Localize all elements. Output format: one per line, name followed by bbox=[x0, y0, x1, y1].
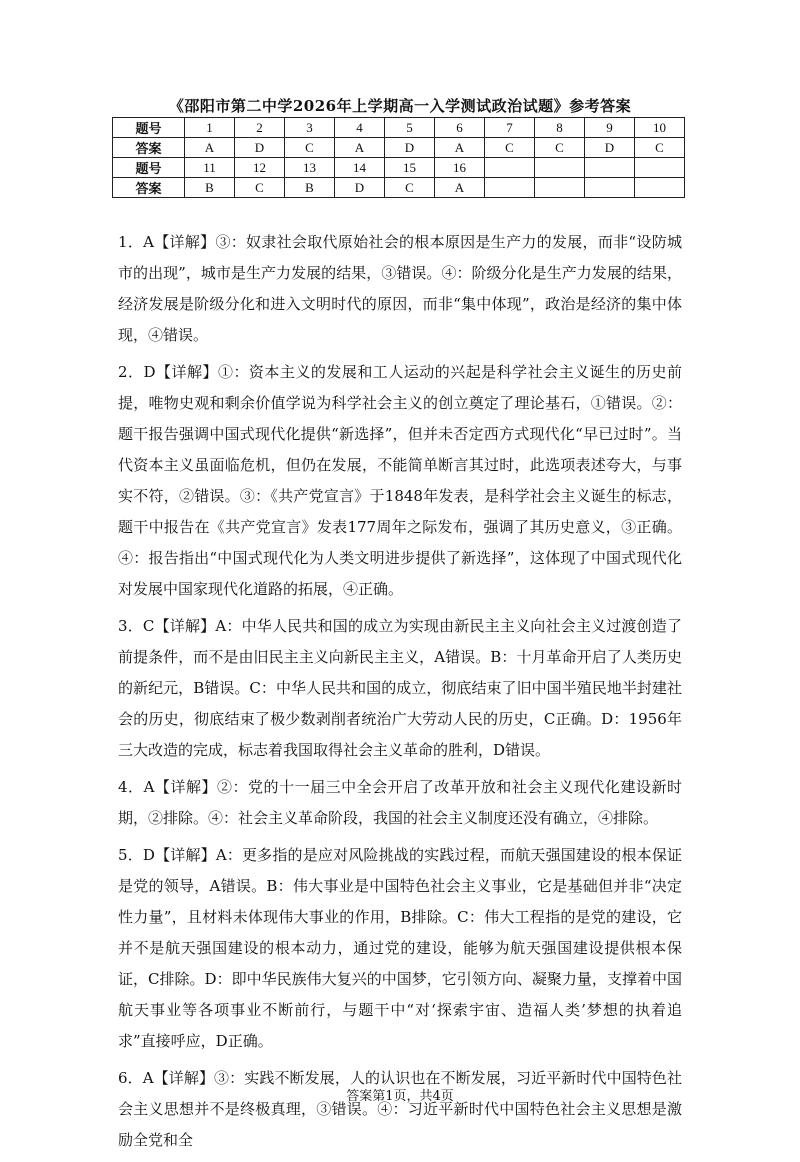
table-cell: C bbox=[285, 138, 335, 158]
row-header-cell: 题号 bbox=[113, 158, 185, 178]
explanations bbox=[118, 227, 682, 1162]
explanation-4: 4．A【详解】②：党的十一届三中全会开启了改革开放和社会主义现代化建设新时期，②排除。④：社会主义革命阶段，我国的社会主义制度还没有确立，④排除。 bbox=[118, 778, 682, 827]
table-cell: 10 bbox=[635, 118, 685, 138]
table-cell bbox=[635, 178, 685, 198]
explanation-6: 6．A【详解】③：实践不断发展，人的认识也在不断发展，习近平新时代中国特色社会主义思想并不是终极真理，③错误。④：习近平新时代中国特色社会主义思想是激励全党和全 bbox=[118, 1069, 682, 1149]
table-cell bbox=[635, 158, 685, 178]
table-cell bbox=[585, 178, 635, 198]
explanation-2: 2．D【详解】①：资本主义的发展和工人运动的兴起是科学社会主义诞生的历史前提，唯物史观和剩余价值学说为科学社会主义的创立奠定了理论基石，①错误。②：题干报告强调中国式现代化提供“新选择”，但并未否定西方式现代化“早已过时”。当代资本主义虽面临危机，但仍在发展，不能简单断言其过时，此选项表述夸大，与事实不符，②错误。③：《共产党宣言》于1848年发表，是科学社会主义诞生的标志，题干中报告在《共产党宣言》发表177周年之际发布，强调了其历史意义，③正确。④：报告指出“中国式现代化为人类文明进步提供了新选择”，这体现了中国式现代化对发展中国家现代化道路的拓展，④正确。 bbox=[118, 363, 682, 598]
table-cell: D bbox=[585, 138, 635, 158]
table-cell: A bbox=[435, 138, 485, 158]
table-cell: 3 bbox=[285, 118, 335, 138]
row-header-cell: 答案 bbox=[113, 138, 185, 158]
table-cell: 9 bbox=[585, 118, 635, 138]
table-row bbox=[113, 178, 685, 198]
row-header-cell: 题号 bbox=[113, 118, 185, 138]
table-cell: D bbox=[335, 178, 385, 198]
page-title: 《邵阳市第二中学2026年上学期高一入学测试政治试题》参考答案 bbox=[168, 97, 632, 115]
table-cell: 4 bbox=[335, 118, 385, 138]
table-cell: 2 bbox=[235, 118, 285, 138]
table-cell: 7 bbox=[485, 118, 535, 138]
row-header-cell: 答案 bbox=[113, 178, 185, 198]
explanation-1: 1．A【详解】③：奴隶社会取代原始社会的根本原因是生产力的发展，而非“设防城市的出现”，城市是生产力发展的结果，③错误。④：阶级分化是生产力发展的结果，经济发展是阶级分化和进入文明时代的原因，而非“集中体现”，政治是经济的集中体现，④错误。 bbox=[118, 233, 682, 344]
answer-table bbox=[112, 117, 685, 198]
table-cell: 6 bbox=[435, 118, 485, 138]
table-cell: A bbox=[335, 138, 385, 158]
table-cell: C bbox=[485, 138, 535, 158]
table-cell: 11 bbox=[185, 158, 235, 178]
table-cell: B bbox=[185, 178, 235, 198]
table-cell bbox=[485, 158, 535, 178]
table-row bbox=[113, 118, 685, 138]
table-cell: D bbox=[385, 138, 435, 158]
table-cell: A bbox=[185, 138, 235, 158]
table-cell: 1 bbox=[185, 118, 235, 138]
table-cell: 5 bbox=[385, 118, 435, 138]
table-cell: 8 bbox=[535, 118, 585, 138]
table-cell: C bbox=[635, 138, 685, 158]
explanation-5: 5．D【详解】A：更多指的是应对风险挑战的实践过程，而航天强国建设的根本保证是党的领导，A错误。B：伟大事业是中国特色社会主义事业，它是基础但并非“决定性力量”，且材料未体现伟大事业的作用，B排除。C：伟大工程指的是党的建设，它并不是航天强国建设的根本动力，通过党的建设，能够为航天强国建设提供根本保证，C排除。D：即中华民族伟大复兴的中国梦，它引领方向、凝聚力量，支撑着中国航天事业等各项事业不断前行，与题干中“对‘探索宇宙、造福人类’梦想的执着追求”直接呼应，D正确。 bbox=[118, 846, 682, 1050]
page-footer: 答案第1页，共4页 bbox=[346, 1089, 454, 1104]
table-cell: C bbox=[535, 138, 585, 158]
table-cell: 12 bbox=[235, 158, 285, 178]
table-row bbox=[113, 138, 685, 158]
table-cell: C bbox=[385, 178, 435, 198]
table-row bbox=[113, 158, 685, 178]
table-cell bbox=[485, 178, 535, 198]
table-cell: D bbox=[235, 138, 285, 158]
table-cell: 14 bbox=[335, 158, 385, 178]
table-cell: 15 bbox=[385, 158, 435, 178]
table-cell: A bbox=[435, 178, 485, 198]
table-cell bbox=[535, 178, 585, 198]
table-cell: C bbox=[235, 178, 285, 198]
table-cell bbox=[585, 158, 635, 178]
table-cell: B bbox=[285, 178, 335, 198]
table-cell: 13 bbox=[285, 158, 335, 178]
explanation-3: 3．C【详解】A：中华人民共和国的成立为实现由新民主主义向社会主义过渡创造了前提条件，而不是由旧民主主义向新民主主义，A错误。B：十月革命开启了人类历史的新纪元，B错误。C：中华人民共和国的成立，彻底结束了旧中国半殖民地半封建社会的历史，彻底结束了极少数剥削者统治广大劳动人民的历史，C正确。D：1956年三大改造的完成，标志着我国取得社会主义革命的胜利，D错误。 bbox=[118, 617, 682, 759]
table-cell bbox=[535, 158, 585, 178]
table-cell: 16 bbox=[435, 158, 485, 178]
